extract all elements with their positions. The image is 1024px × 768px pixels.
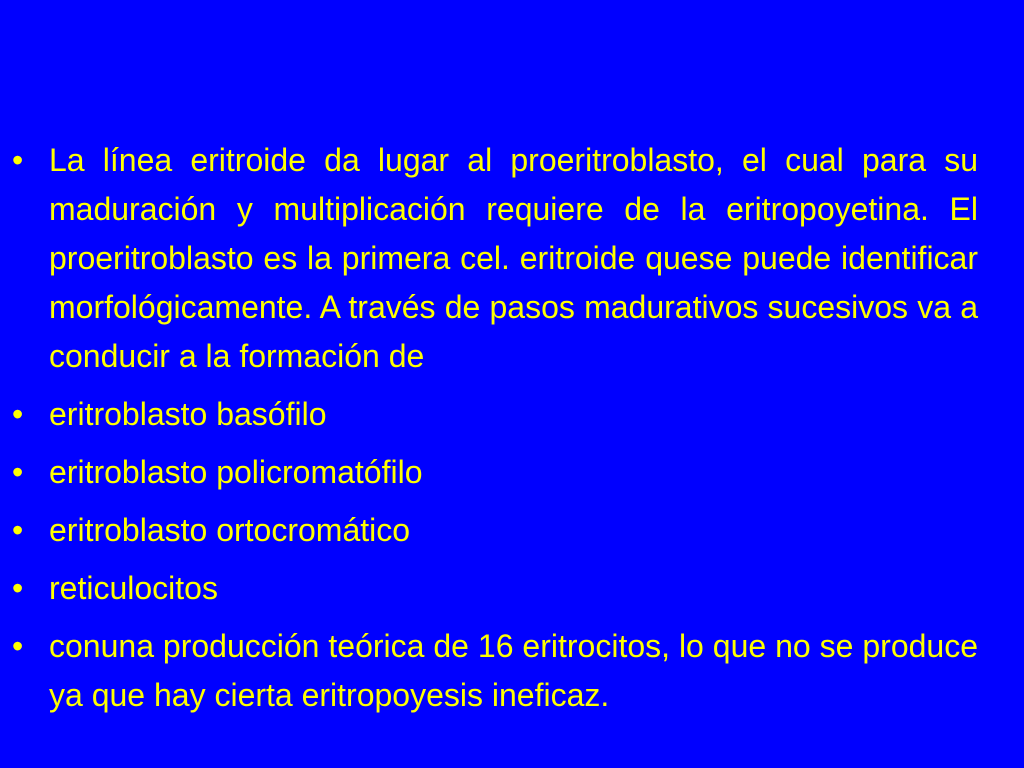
bullet-item-orthochromatic	[12, 506, 978, 555]
bullet-text: eritroblasto policromatófilo	[49, 454, 423, 490]
bullet-text: La línea eritroide da lugar al proeritroblasto, el cual para su maduración y multiplicación requiere de la eritropoyetina. El proeritroblasto es la primera cel. eritroide quese puede identificar morfológicamente. A través de pasos madurativos sucesivos va a conducir a la formación de	[49, 142, 978, 374]
bullet-dot-icon: •	[12, 512, 24, 548]
bullet-dot-icon: •	[12, 454, 24, 490]
bullet-text: eritroblasto basófilo	[49, 396, 327, 432]
bullet-text: reticulocitos	[49, 570, 218, 606]
bullet-text: eritroblasto ortocromático	[49, 512, 411, 548]
bullet-dot-icon: •	[12, 142, 24, 178]
bullet-dot-icon: •	[12, 628, 24, 664]
bullet-list	[12, 136, 978, 729]
bullet-dot-icon: •	[12, 396, 24, 432]
bullet-item-basophilic	[12, 390, 978, 439]
bullet-item-reticulocytes	[12, 564, 978, 613]
bullet-item-intro	[12, 136, 978, 381]
bullet-text: conuna producción teórica de 16 eritrocitos, lo que no se produce ya que hay cierta eritropoyesis ineficaz.	[49, 628, 978, 713]
bullet-item-polychromatophilic	[12, 448, 978, 497]
bullet-dot-icon: •	[12, 570, 24, 606]
bullet-item-production	[12, 622, 978, 720]
